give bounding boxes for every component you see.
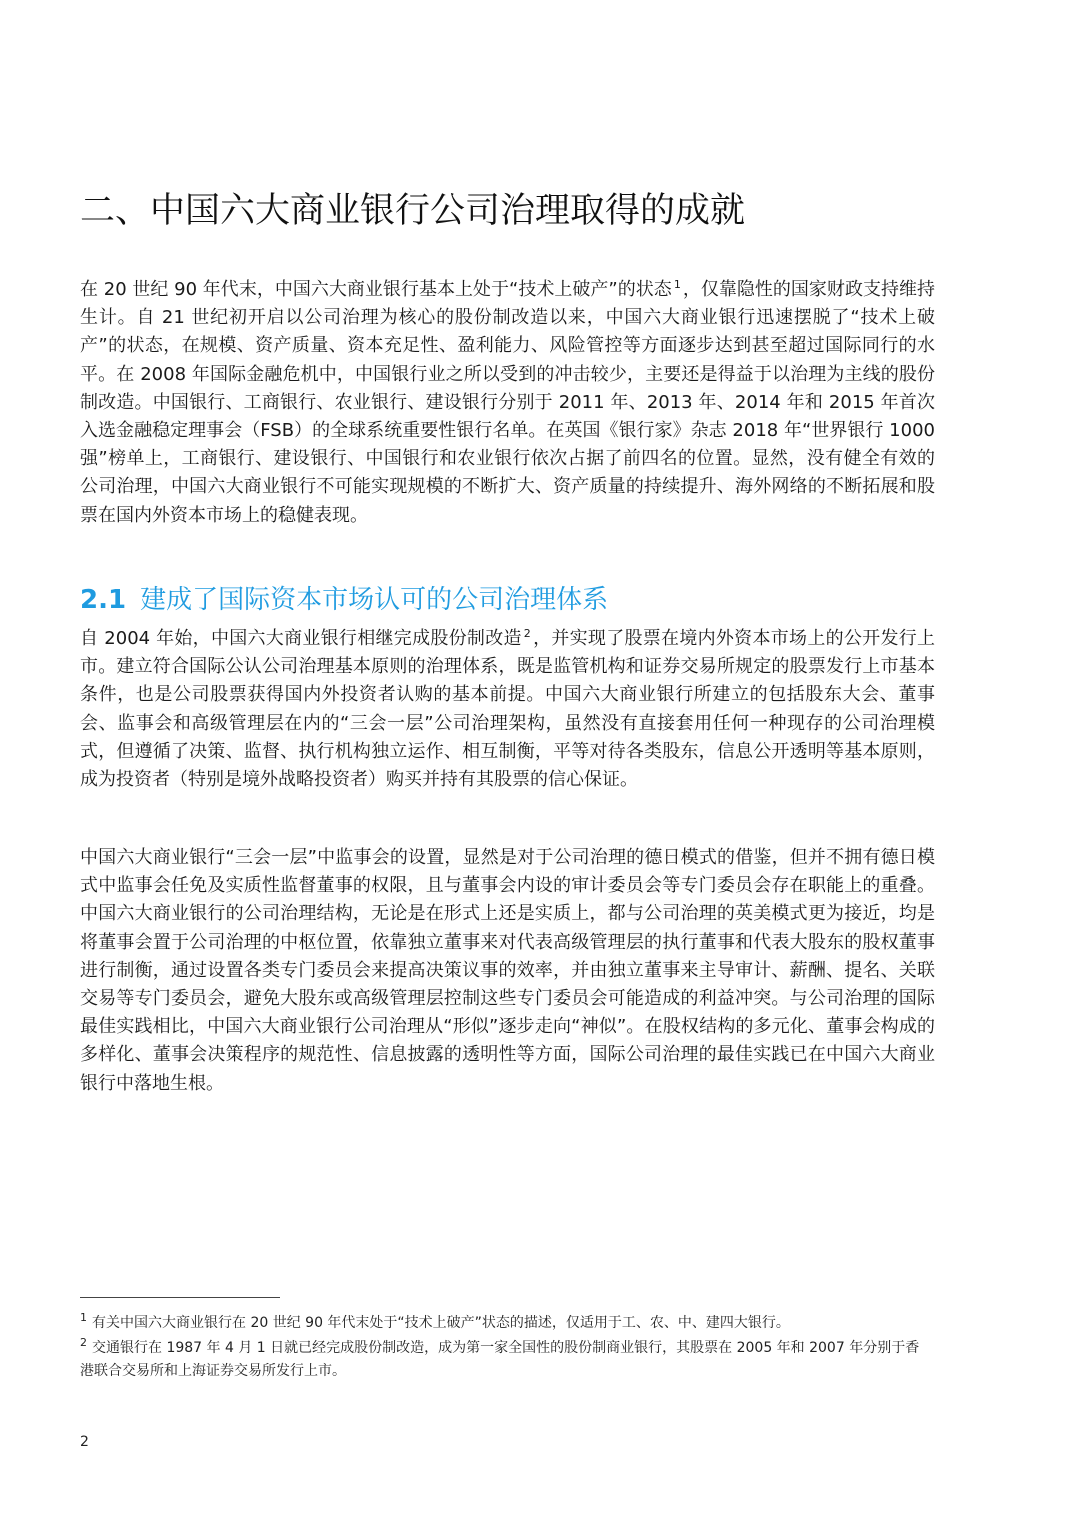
section-title: 建成了国际资本市场认可的公司治理体系 xyxy=(140,585,609,615)
footnote-2 xyxy=(80,1337,930,1383)
footnote-1 xyxy=(80,1312,930,1335)
intro-text-end: ，仅靠隐性的国家财政支持维持生计。自 21 世纪初开启以公司治理为核心的股份制改造以来，中国六大商业银行迅速摆脱了“技术上破产”的状态，在规模、资产质量、资本充足性、盈利能力、风险管控等方面逐步达到甚至超过国际同行的水平。在 2008 年国际金融危机中，中国银行业之所以受到的冲击较少，主要还是得益于以治理为主线的股份制改造。中国银行、工商银行、农业银行、建设银行分别于 2011 年、2013 年、2014 年和 2015 年首次入选金融稳定理事会（FSB）的全球系统重要性银行名单。在英国《银行家》杂志 2018 年“世界银行 1000 强”榜单上，工商银行、建设银行、中国银行和农业银行依次占据了前四名的位置。显然，没有健全有效的公司治理，中国六大商业银行不可能实现规模的不断扩大、资产质量的持续提升、海外网络的不断拓展和股票在国内外资本市场上的稳健表现。 xyxy=(80,279,936,526)
section-paragraph-1-start: 自 2004 年始，中国六大商业银行相继完成股份制改造 xyxy=(80,628,522,649)
page-title: 二、中国六大商业银行公司治理取得的成就 xyxy=(80,191,746,231)
intro-paragraph xyxy=(80,276,935,530)
footnote-ref-1[interactable]: 1 xyxy=(673,278,681,291)
footnote-1-mark: 1 xyxy=(80,1311,87,1325)
section-heading-2-1 xyxy=(80,580,608,620)
page-number: 2 xyxy=(80,1434,89,1450)
footnote-divider xyxy=(80,1297,280,1298)
section-paragraph-1 xyxy=(80,625,935,794)
footnote-2-text: 交通银行在 1987 年 4 月 1 日就已经完成股份制改造，成为第一家全国性的股份制商业银行，其股票在 2005 年和 2007 年分别于香港联合交易所和上海证券交易所发行上市。 xyxy=(80,1340,920,1379)
footnote-1-text: 有关中国六大商业银行在 20 世纪 90 年代末处于“技术上破产”状态的描述，仅适用于工、农、中、建四大银行。 xyxy=(92,1315,790,1331)
footnote-ref-2[interactable]: 2 xyxy=(523,627,531,640)
section-number: 2.1 xyxy=(80,585,127,615)
intro-text-start: 在 20 世纪 90 年代末，中国六大商业银行基本上处于“技术上破产”的状态 xyxy=(80,279,672,300)
section-paragraph-2: 中国六大商业银行“三会一层”中监事会的设置，显然是对于公司治理的德日模式的借鉴，但并不拥有德日模式中监事会任免及实质性监督董事的权限，且与董事会内设的审计委员会等专门委员会存在职能上的重叠。中国六大商业银行的公司治理结构，无论是在形式上还是实质上，都与公司治理的英美模式更为接近，均是将董事会置于公司治理的中枢位置，依靠独立董事来对代表高级管理层的执行董事和代表大股东的股权董事进行制衡，通过设置各类专门委员会来提高决策议事的效率，并由独立董事来主导审计、薪酬、提名、关联交易等专门委员会，避免大股东或高级管理层控制这些专门委员会可能造成的利益冲突。与公司治理的国际最佳实践相比，中国六大商业银行公司治理从“形似”逐步走向“神似”。在股权结构的多元化、董事会构成的多样化、董事会决策程序的规范性、信息披露的透明性等方面，国际公司治理的最佳实践已在中国六大商业银行中落地生根。 xyxy=(80,847,935,1094)
footnote-2-mark: 2 xyxy=(80,1336,87,1350)
section-paragraph-1-end: ，并实现了股票在境内外资本市场上的公开发行上市。建立符合国际公认公司治理基本原则的治理体系，既是监管机构和证券交易所规定的股票发行上市基本条件，也是公司股票获得国内外投资者认购的基本前提。中国六大商业银行所建立的包括股东大会、董事会、监事会和高级管理层在内的“三会一层”公司治理架构，虽然没有直接套用任何一种现存的公司治理模式，但遵循了决策、监督、执行机构独立运作、相互制衡，平等对待各类股东，信息公开透明等基本原则，成为投资者（特别是境外战略投资者）购买并持有其股票的信心保证。 xyxy=(80,628,936,791)
